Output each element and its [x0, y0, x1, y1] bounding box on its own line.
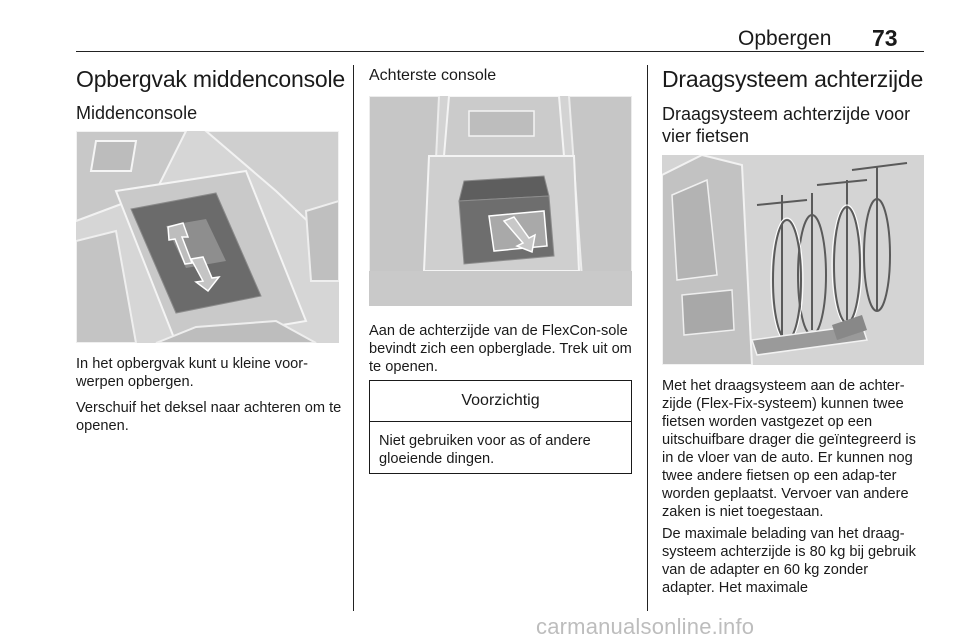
- paragraph-storage-small-items: In het opbergvak kunt u kleine voor-werpen opbergen.: [76, 356, 309, 390]
- paragraph-rear-drawer: Aan de achterzijde van de FlexCon-sole bevindt zich een opberglade. Trek uit om te openen.: [369, 323, 632, 375]
- paragraph-max-load: De maximale belading van het draag-systeem achterzijde is 80 kg bij gebruik van de adapter en 60 kg zonder adapter. Het maximale: [662, 526, 916, 596]
- running-header-title: Opbergen: [738, 27, 832, 50]
- figure-bike-carrier: [662, 155, 924, 365]
- watermark-text: carmanualsonline.info: [536, 614, 755, 639]
- figure-rear-console: [369, 96, 632, 306]
- caution-title: Voorzichtig: [370, 381, 631, 422]
- header-rule: [76, 51, 924, 52]
- column-divider-2: [647, 65, 648, 611]
- caution-text: Niet gebruiken voor as of andere gloeiende dingen.: [379, 433, 591, 467]
- paragraph-slide-cover: Verschuif het deksel naar achteren om te openen.: [76, 400, 342, 434]
- section-heading-rear-carrier: Draagsysteem achterzijde: [662, 66, 924, 92]
- figure-middle-console: [76, 131, 339, 343]
- page-number: 73: [872, 25, 898, 51]
- rear-console-illustration: [369, 96, 632, 306]
- caution-box: [369, 380, 632, 474]
- bike-carrier-illustration: [662, 155, 924, 365]
- column-divider-1: [353, 65, 354, 611]
- paragraph-carrier-description: Met het draagsysteem aan de achter-zijde (Flex-Fix-systeem) kunnen twee fietsen worden vastgezet op een uitschuifbare drager die geïntegreerd is in de vloer van de auto. Er kunnen nog twee andere fietsen op een adap-ter worden geplaatst. Vervoer van andere zaken is niet toegestaan.: [662, 378, 916, 520]
- section-heading-rear-console: Achterste console: [369, 67, 497, 84]
- subheading-four-bikes: Draagsysteem achterzijde voor vier fietsen: [662, 104, 911, 146]
- middle-console-illustration: [76, 131, 339, 343]
- subheading-middle-console: Middenconsole: [76, 103, 198, 123]
- section-heading-middle-console: Opbergvak middenconsole: [76, 66, 346, 92]
